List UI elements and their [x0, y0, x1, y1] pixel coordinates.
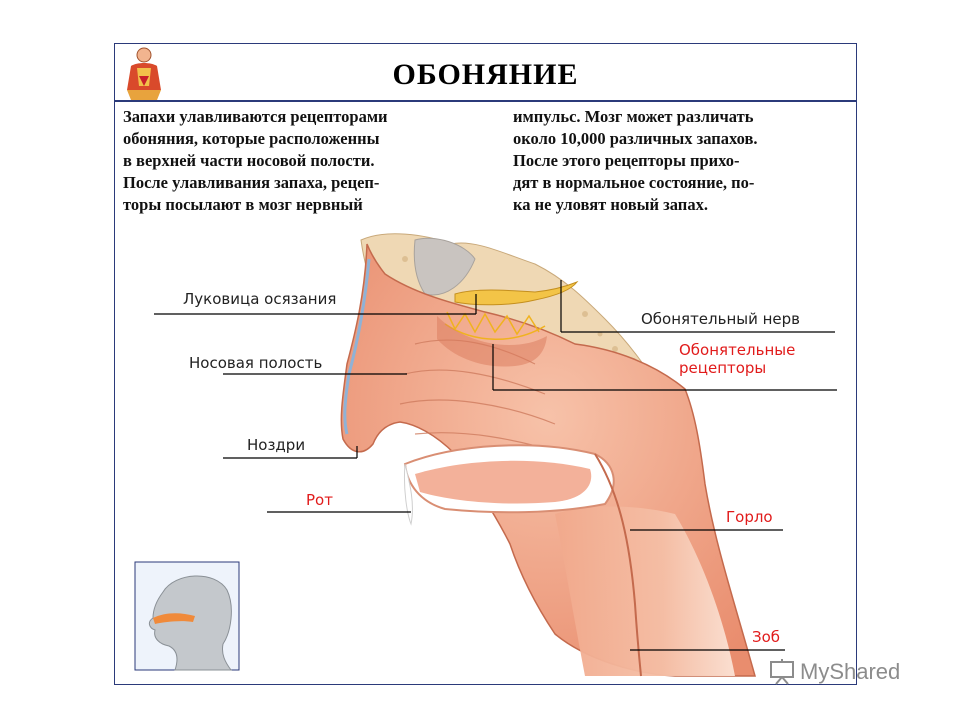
title-bar: [115, 44, 856, 101]
label-mouth: Рот: [306, 491, 333, 509]
body-text-left: Запахи улавливаются рецепторами обоняния, которые расположенны в верхней части носовой полости. После улавливания запаха, рецеп- торы посылают в мозг нервный: [123, 107, 388, 214]
label-olfactory-receptors: Обонятельные рецепторы: [679, 341, 796, 377]
label-olfactory-bulb: Луковица осязания: [183, 290, 337, 308]
label-olfactory-nerve: Обонятельный нерв: [641, 310, 801, 328]
label-nostrils: Ноздри: [247, 436, 306, 454]
watermark: [768, 658, 900, 686]
slide-title: ОБОНЯНИЕ: [392, 58, 579, 91]
watermark-text: MyShared: [800, 659, 901, 684]
slide-frame: [114, 43, 857, 685]
title-divider: [115, 100, 856, 102]
body-text-right: импульс. Мозг может различать около 10,000 различных запахов. После этого рецепторы прихо- дят в нормальное состояние, по- ка не уловят новый запах.: [513, 107, 758, 214]
presentation-board-icon: [768, 658, 796, 686]
head-thumbnail: [135, 562, 239, 670]
label-nasal-cavity: Носовая полость: [189, 354, 323, 372]
label-goiter: Зоб: [752, 628, 781, 646]
label-throat: Горло: [726, 508, 773, 526]
